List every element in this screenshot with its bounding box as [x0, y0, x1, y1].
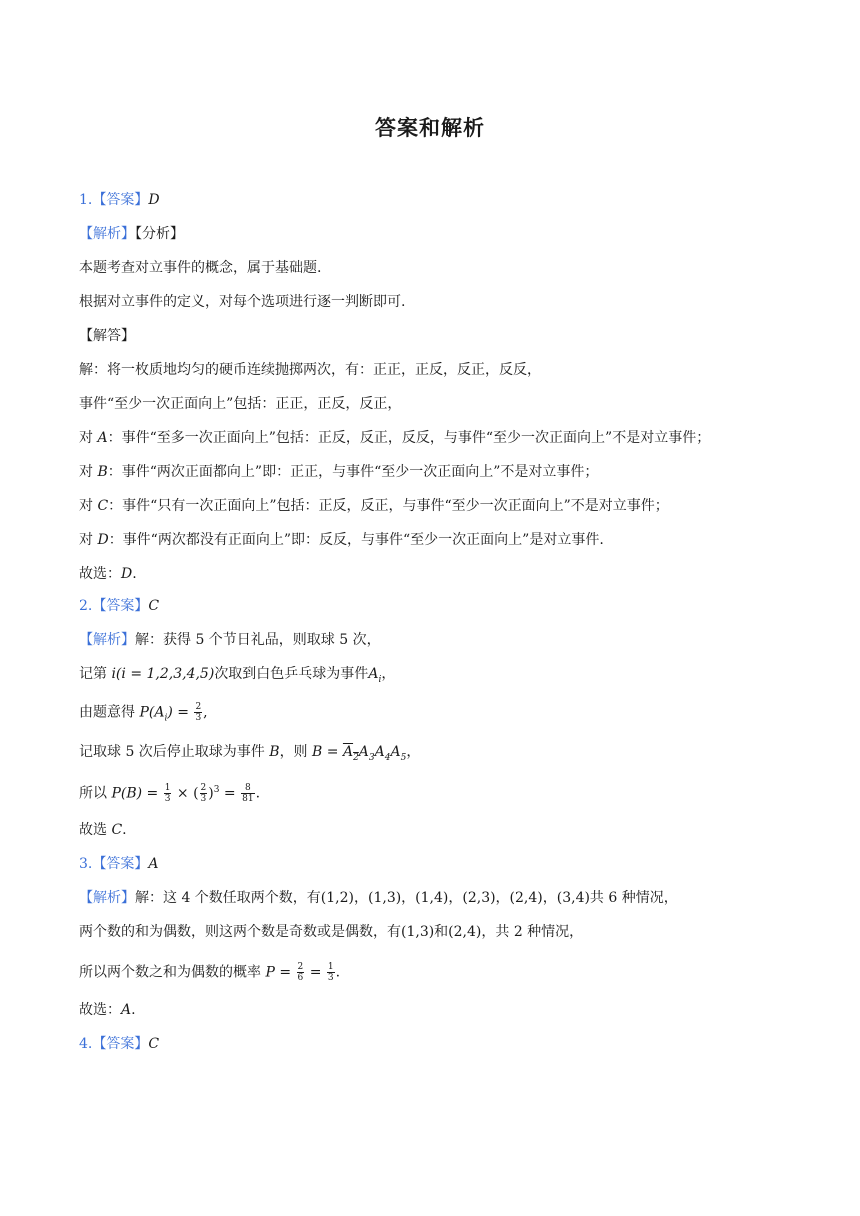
q2-l2-pre: 记第: [79, 666, 112, 682]
q3-answer: A: [148, 856, 159, 872]
q1-a-text: ：事件“至多一次正面向上”包括：正反，反正，反反，与事件“至少一次正面向上”不是对立事件；: [107, 430, 711, 446]
q2-l2-math: i(i = 1,2,3,4,5): [111, 666, 215, 682]
q2-l3-math: P(A: [139, 704, 165, 721]
q3-l3-frac1: [297, 962, 305, 983]
q3-analysis-line-3: [79, 962, 340, 983]
q3-l3-pre: 所以两个数之和为偶数的概率: [79, 964, 266, 981]
q1-sel-var: D: [121, 566, 133, 582]
q1-jiexi-tag: 【解析】: [79, 226, 135, 242]
q2-analysis-line-1: [79, 630, 381, 650]
q2-l3-num: 2: [195, 702, 202, 712]
q2-l4-s3: 3: [368, 752, 375, 763]
q2-l5-frac3: [241, 783, 254, 804]
q2-l5-f2d: 3: [200, 794, 207, 805]
q1-solution-line-2: 事件“至少一次正面向上”包括：正正，正反，反正，: [79, 396, 402, 412]
q2-l4-eq: B =: [312, 744, 343, 760]
q2-l2-mid: 次取到白色乒乓球为事件: [214, 666, 369, 682]
q3-l3-post: .: [335, 964, 341, 981]
q1-jieda-tag: 【解答】: [79, 328, 135, 344]
q1-option-c: [79, 496, 669, 516]
q2-l3-fraction: [194, 702, 202, 723]
q3-selection: [79, 1000, 136, 1020]
q1-a-var: A: [97, 430, 108, 446]
q3-number: 3.: [79, 856, 93, 872]
q2-l5-pow: ): [208, 785, 214, 802]
q2-number: 2.: [79, 598, 93, 614]
q2-l4-pre: 记取球 5 次后停止取球为事件: [79, 744, 270, 760]
q2-l4-A2: A: [342, 744, 354, 760]
q2-l4-overline: [342, 744, 359, 763]
q2-l5-frac1: [164, 783, 172, 804]
q2-l5-f3d: 81: [242, 794, 254, 805]
q1-selection: [79, 564, 137, 584]
q3-sel-prefix: 故选：: [79, 1002, 121, 1018]
q3-l3-P: P =: [265, 964, 296, 981]
q1-fenxi-tag: 【分析】: [135, 226, 184, 242]
q1-c-var: C: [97, 498, 109, 514]
q2-analysis-line-2: [79, 664, 395, 690]
q3-sel-post: .: [131, 1002, 136, 1018]
q1-sel-prefix: 故选：: [79, 566, 121, 582]
q1-c-text: ：事件“只有一次正面向上”包括：正反，反正，与事件“至少一次正面向上”不是对立事件；: [108, 498, 669, 514]
q2-selection: [79, 820, 127, 840]
q1-option-b: [79, 462, 598, 482]
q2-line-1-text: 解：获得 5 个节日礼品，则取球 5 次，: [135, 632, 381, 648]
q3-answer-line: [79, 854, 158, 874]
q1-sel-post: .: [132, 566, 137, 582]
q2-l3-sub: i: [164, 713, 168, 724]
q2-answer: C: [148, 598, 160, 614]
q2-l4-post: ，: [406, 744, 421, 760]
q2-l5-post: .: [255, 785, 261, 802]
q2-l4-A3: A: [358, 744, 369, 760]
q2-sel-var: C: [111, 822, 123, 838]
q2-l5-f1d: 3: [164, 794, 171, 805]
q1-fenxi-line-2: 根据对立事件的定义，对每个选项进行逐一判断即可.: [79, 294, 406, 310]
q3-line-1-text: 解：这 4 个数任取两个数，有(1,2)，(1,3)，(1,4)，(2,3)，(2,4)，(3,4)共 6 种情况，: [135, 890, 678, 906]
q2-jiexi-tag: 【解析】: [79, 632, 135, 648]
q2-l5-PB: P(B) =: [111, 785, 163, 802]
q4-answer-line: [79, 1034, 159, 1054]
q2-l4-A5: A: [390, 744, 401, 760]
q1-a-prefix: 对: [79, 430, 98, 446]
q2-analysis-line-3: [79, 702, 208, 728]
q3-l3-f2n: 1: [327, 962, 334, 972]
q2-l3-math2: ) =: [167, 704, 194, 721]
q2-answer-line: [79, 596, 159, 616]
q2-analysis-line-4: [79, 742, 420, 768]
q2-l2-sub: i: [378, 674, 382, 685]
q1-answer-tag: 【答案】: [92, 192, 149, 208]
q2-l2-A: A: [368, 666, 379, 682]
q2-sel-prefix: 故选: [79, 822, 112, 838]
q3-analysis-line-2: 两个数的和为偶数，则这两个数是奇数或是偶数，有(1,3)和(2,4)，共 2 种情况，: [79, 924, 584, 940]
q2-l5-exp: 3: [213, 785, 220, 795]
q2-answer-tag: 【答案】: [92, 598, 149, 614]
q1-d-prefix: 对: [79, 532, 98, 548]
q2-l3-den: 3: [195, 713, 202, 723]
q2-sel-post: .: [122, 822, 127, 838]
q1-d-text: ：事件“两次都没有正面向上”即：反反，与事件“至少一次正面向上”是对立事件.: [108, 532, 604, 548]
q2-l3-pre: 由题意得: [79, 704, 140, 721]
page-title: 答案和解析: [375, 116, 485, 140]
q1-b-var: B: [97, 464, 108, 480]
q4-answer-tag: 【答案】: [92, 1036, 149, 1052]
q3-answer-tag: 【答案】: [92, 856, 149, 872]
q1-fenxi-line-1: 本题考查对立事件的概念，属于基础题.: [79, 260, 322, 276]
q2-l4-s4: 4: [384, 752, 391, 763]
q1-c-prefix: 对: [79, 498, 98, 514]
q2-analysis-line-5: [79, 780, 260, 804]
q3-l3-f1d: 6: [297, 973, 304, 983]
q2-l2-post: ，: [381, 666, 396, 682]
q1-option-d: [79, 530, 604, 550]
q1-b-text: ：事件“两次正面都向上”即：正正，与事件“至少一次正面向上”不是对立事件；: [107, 464, 599, 480]
q2-l5-f3n: 8: [241, 783, 254, 794]
q4-answer: C: [148, 1036, 160, 1052]
q3-l3-f2d: 3: [327, 973, 334, 983]
q2-l5-f1n: 1: [164, 783, 171, 794]
q1-b-prefix: 对: [79, 464, 98, 480]
q3-jiexi-tag: 【解析】: [79, 890, 135, 906]
q3-l3-eq: =: [305, 964, 326, 981]
q1-solution-line-1: 解：将一枚质地均匀的硬币连续抛掷两次，有：正正，正反，反正，反反，: [79, 362, 541, 378]
q1-d-var: D: [97, 532, 109, 548]
q2-l3-post: ,: [203, 704, 208, 721]
q2-l5-f2n: 2: [200, 783, 207, 794]
q2-l4-A4: A: [374, 744, 385, 760]
q1-answer-line: [79, 190, 160, 210]
q2-l4-mid: ，则: [279, 744, 313, 760]
q2-l5-eq: =: [219, 785, 241, 802]
q3-sel-var: A: [121, 1002, 132, 1018]
q1-analysis-head: [79, 224, 184, 244]
q2-l4-s2: 2: [353, 752, 359, 763]
q2-l4-B: B: [269, 744, 280, 760]
q2-l5-pre: 所以: [79, 785, 112, 802]
q3-l3-f1n: 2: [297, 962, 304, 972]
q4-number: 4.: [79, 1036, 93, 1052]
q2-l4-s5: 5: [400, 752, 407, 763]
q2-l5-times: × (: [172, 785, 199, 802]
q2-l5-frac2: [200, 783, 208, 804]
q1-answer: D: [148, 192, 160, 208]
q1-number: 1.: [79, 192, 93, 208]
q3-l3-frac2: [327, 962, 335, 983]
q3-analysis-line-1: [79, 888, 678, 908]
q1-option-a: [79, 428, 710, 448]
